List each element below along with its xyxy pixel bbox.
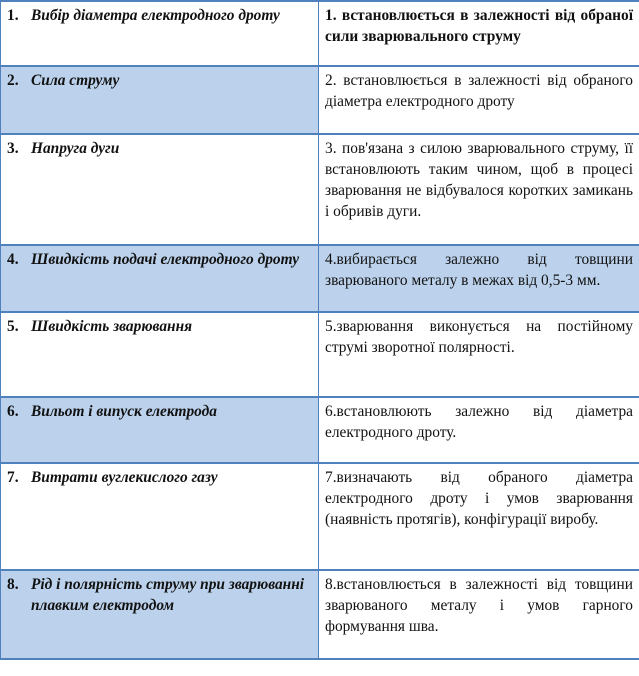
description-cell xyxy=(319,570,639,659)
parameter-name: Швидкість зварювання xyxy=(31,317,193,335)
table-row xyxy=(1,463,639,570)
parameter-description: 2. встановлюється в залежності від обраного діаметра електродного дроту xyxy=(325,71,633,110)
parameter-name: Витрати вуглекислого газу xyxy=(31,469,218,487)
table-row xyxy=(1,245,639,312)
table-row xyxy=(1,1,639,66)
parameter-description: 7.визначають від обраного діаметра електродного дроту і умов зварювання (наявність протягів), конфігурації виробу. xyxy=(325,469,633,529)
row-number: 1. xyxy=(7,7,19,24)
parameter-cell xyxy=(1,312,319,397)
parameter-description: 3. пов'язана з силою зварювального струму, її встановлюють таким чином, щоб в процесі зварювання не відбувалося коротких замикань і обривів дуги. xyxy=(325,140,633,221)
table-row xyxy=(1,66,639,135)
description-cell xyxy=(319,134,639,245)
parameter-name: Напруга дуги xyxy=(31,140,120,158)
parameter-name: Швидкість подачі електродного дроту xyxy=(31,251,300,269)
description-cell xyxy=(319,397,639,464)
table-row xyxy=(1,134,639,245)
parameter-name: Вильот і випуск електрода xyxy=(31,402,217,420)
parameter-description: 4.вибирається залежно від товщини зварюваного металу в межах від 0,5-3 мм. xyxy=(325,251,633,290)
description-cell xyxy=(319,312,639,397)
row-number: 3. xyxy=(7,140,19,158)
row-number: 2. xyxy=(7,71,19,89)
description-cell xyxy=(319,66,639,135)
table-row xyxy=(1,397,639,464)
parameter-description: 5.зварювання виконується на постійному струмі зворотної полярності. xyxy=(325,317,633,356)
row-number: 4. xyxy=(7,251,19,269)
parameter-name: Рід і полярність струму при зварюванні плавким електродом xyxy=(31,576,305,615)
parameter-cell xyxy=(1,66,319,135)
table-row xyxy=(1,312,639,397)
parameter-cell xyxy=(1,245,319,312)
parameter-cell xyxy=(1,134,319,245)
parameter-cell xyxy=(1,1,319,66)
parameter-name: Сила струму xyxy=(31,71,120,89)
row-number: 8. xyxy=(7,576,19,594)
parameter-cell xyxy=(1,397,319,464)
parameter-name: Вибір діаметра електродного дроту xyxy=(31,7,280,24)
table-row xyxy=(1,570,639,659)
row-number: 6. xyxy=(7,402,19,420)
description-cell xyxy=(319,245,639,312)
row-number: 5. xyxy=(7,317,19,335)
parameter-cell xyxy=(1,463,319,570)
parameter-cell xyxy=(1,570,319,659)
row-number: 7. xyxy=(7,469,19,487)
description-cell xyxy=(319,1,639,66)
parameter-description: 1. встановлюється в залежності від обраної сили зварювального струму xyxy=(325,7,633,45)
parameter-description: 8.встановлюється в залежності від товщини зварюваного металу і умов гарного формування шва. xyxy=(325,576,633,636)
parameter-description: 6.встановлюють залежно від діаметра електродного дроту. xyxy=(325,402,633,441)
description-cell xyxy=(319,463,639,570)
